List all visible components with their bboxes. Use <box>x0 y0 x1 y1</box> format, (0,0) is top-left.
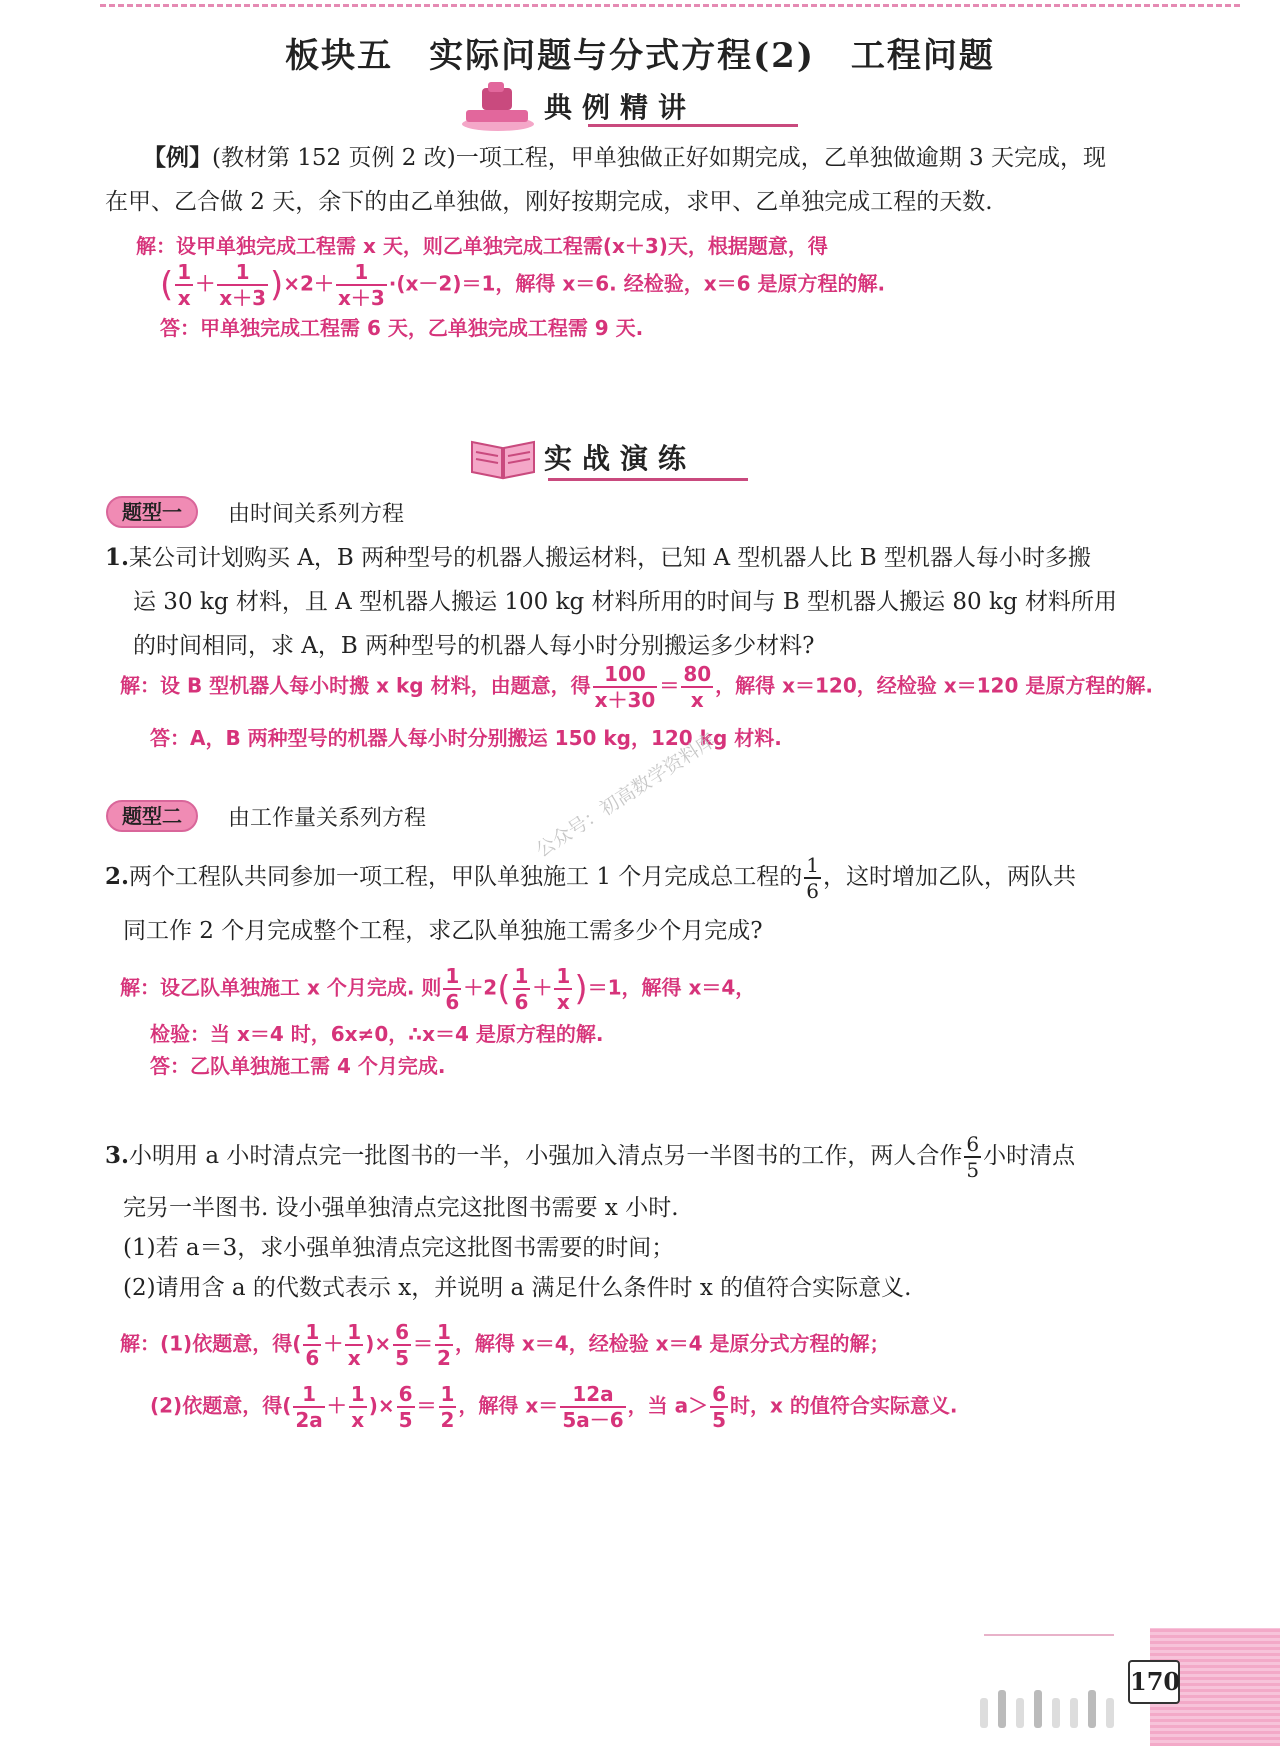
banner-practice-text: 实战演练 <box>544 442 697 475</box>
q3-line-1: 小明用 a 小时清点完一批图书的一半，小强加入清点另一半图书的工作，两人合作 <box>129 1143 963 1169</box>
open-book-icon <box>468 432 538 482</box>
q2-line-2: 同工作 2 个月完成整个工程，求乙队单独施工需多少个月完成? <box>123 918 763 944</box>
q2-line-1: 两个工程队共同参加一项工程，甲队单独施工 1 个月完成总工程的 <box>129 864 803 890</box>
q3-sol1-head: 解：(1)依题意，得 <box>120 1331 293 1356</box>
footer-rule <box>984 1634 1114 1636</box>
type1-badge: 题型一 <box>106 496 198 528</box>
q2-line-1-tail: ，这时增加乙队，两队共 <box>823 864 1077 890</box>
q3-sol1-tail: ，解得 x＝4，经检验 x＝4 是原分式方程的解； <box>454 1331 890 1356</box>
q3-sol2-head: (2)依题意，得 <box>150 1393 283 1418</box>
q2-number: 2. <box>105 863 130 890</box>
q2-check: 检验：当 x＝4 时，6x≠0，∴x＝4 是原方程的解. <box>150 1022 604 1046</box>
type2-title: 由工作量关系列方程 <box>228 806 427 831</box>
q2-solution: 解：设乙队单独施工 x 个月完成. 则 $\frac{1}{6}$ ＋2( $\frac{1}{6}$ ＋ $\frac{1}{x}$ )＝1，解得 x＝4， <box>120 964 756 1014</box>
q1-line-3: 的时间相同，求 A，B 两种型号的机器人每小时分别搬运多少材料? <box>133 633 815 659</box>
banner-practice <box>468 432 696 482</box>
question-1 <box>105 536 1185 668</box>
example-solution-equation: ( $\frac{1}{x}$ ＋ $\frac{1}{x+3}$ )×2＋ $\frac{1}{x+3}$ ·(x－2)＝1，解得 x＝6. 经检验，x＝6 是原方程的解. <box>160 260 886 310</box>
q3-line-2: 完另一半图书. 设小强单独清点完这批图书需要 x 小时. <box>123 1195 679 1221</box>
q1-line-2: 运 30 kg 材料，且 A 型机器人搬运 100 kg 材料所用的时间与 B 型机器人搬运 80 kg 材料所用 <box>133 589 1117 615</box>
page-number: 170 <box>1128 1660 1180 1704</box>
question-2: 2.两个工程队共同参加一项工程，甲队单独施工 1 个月完成总工程的 $\frac{1}{6}$ ，这时增加乙队，两队共 同工作 2 个月完成整个工程，求乙队单独施工需多少个月完成? <box>105 850 1185 958</box>
banner-example-text: 典例精讲 <box>544 91 697 124</box>
question-3: 3.小明用 a 小时清点完一批图书的一半，小强加入清点另一半图书的工作，两人合作 $\frac{6}{5}$ 小时清点 <box>105 1132 1076 1182</box>
q3-solution-1: 解：(1)依题意，得( $\frac{1}{6}$ ＋ $\frac{1}{x}$ )× $\frac{6}{5}$ ＝ $\frac{1}{2}$ ，解得 x＝4，经检验 x＝4 是原分式方程的解； <box>120 1320 890 1370</box>
q3-solution-2: (2)依题意，得( $\frac{1}{2a}$ ＋ $\frac{1}{x}$ )× $\frac{6}{5}$ ＝ $\frac{1}{2}$ ，解得 x＝ $\frac{12a}{5a-6}$ ，当 a＞ $\frac{6}{5}$ 时，x 的值符合实际意义. <box>150 1382 958 1432</box>
q1-number: 1. <box>105 544 130 571</box>
q2-solution-head: 解：设乙队单独施工 x 个月完成. 则 <box>120 975 442 1000</box>
example-answer: 答：甲单独完成工程需 6 天，乙单独完成工程需 9 天. <box>160 316 644 340</box>
banner-example <box>458 80 696 132</box>
hand-gavel-icon <box>458 80 538 132</box>
footer-bars <box>980 1690 1124 1728</box>
q1-answer: 答：A，B 两种型号的机器人每小时分别搬运 150 kg，120 kg 材料. <box>150 726 782 750</box>
q1-line-1: 某公司计划购买 A，B 两种型号的机器人搬运材料，已知 A 型机器人比 B 型机器人每小时多搬 <box>129 545 1091 571</box>
example-solution-line1: 解：设甲单独完成工程需 x 天，则乙单独完成工程需(x＋3)天，根据题意，得 <box>136 234 828 258</box>
q3-part-2: (2)请用含 a 的代数式表示 x，并说明 a 满足什么条件时 x 的值符合实际意义. <box>123 1275 912 1301</box>
q3-number: 3. <box>105 1142 130 1169</box>
question-3-rest <box>105 1188 1185 1308</box>
watermark: 公众号：初高数学资料库 <box>532 729 720 862</box>
example-problem <box>105 136 1185 224</box>
q1-solution-tail: ，解得 x＝120，经检验 x＝120 是原方程的解. <box>715 673 1153 698</box>
example-equation-tail: ·(x－2)＝1，解得 x＝6. 经检验，x＝6 是原方程的解. <box>388 271 886 296</box>
q3-sol2-mid: ，解得 x＝ <box>458 1393 559 1418</box>
top-border <box>100 4 1240 7</box>
example-line-1: (教材第 152 页例 2 改)一项工程，甲单独做正好如期完成，乙单独做逾期 3 天完成，现 <box>212 145 1106 171</box>
banner-practice-underline <box>548 478 748 481</box>
q3-line-1-tail: 小时清点 <box>983 1143 1076 1169</box>
q2-answer: 答：乙队单独施工需 4 个月完成. <box>150 1054 446 1078</box>
example-line-2: 在甲、乙合做 2 天，余下的由乙单独做，刚好按期完成，求甲、乙单独完成工程的天数. <box>105 189 993 215</box>
q2-solution-tail: ＝1，解得 x＝4， <box>587 975 756 1000</box>
banner-underline <box>588 124 798 127</box>
q3-sol2-tail: 时，x 的值符合实际意义. <box>730 1393 958 1418</box>
q1-solution-head: 解：设 B 型机器人每小时搬 x kg 材料，由题意，得 <box>120 673 591 698</box>
example-tag: 【例】 <box>143 144 212 171</box>
type1-title: 由时间关系列方程 <box>228 502 405 527</box>
page-title: 板块五 实际问题与分式方程(2) 工程问题 <box>285 36 995 76</box>
q3-part-1: (1)若 a＝3，求小强单独清点完这批图书需要的时间； <box>123 1235 675 1261</box>
type2-badge: 题型二 <box>106 800 198 832</box>
q1-solution: 解：设 B 型机器人每小时搬 x kg 材料，由题意，得 $\frac{100}{x+30}$ ＝ $\frac{80}{x}$ ，解得 x＝120，经检验 x＝120 是原方程的解. <box>120 662 1153 712</box>
q3-sol2-mid2: ，当 a＞ <box>627 1393 709 1418</box>
